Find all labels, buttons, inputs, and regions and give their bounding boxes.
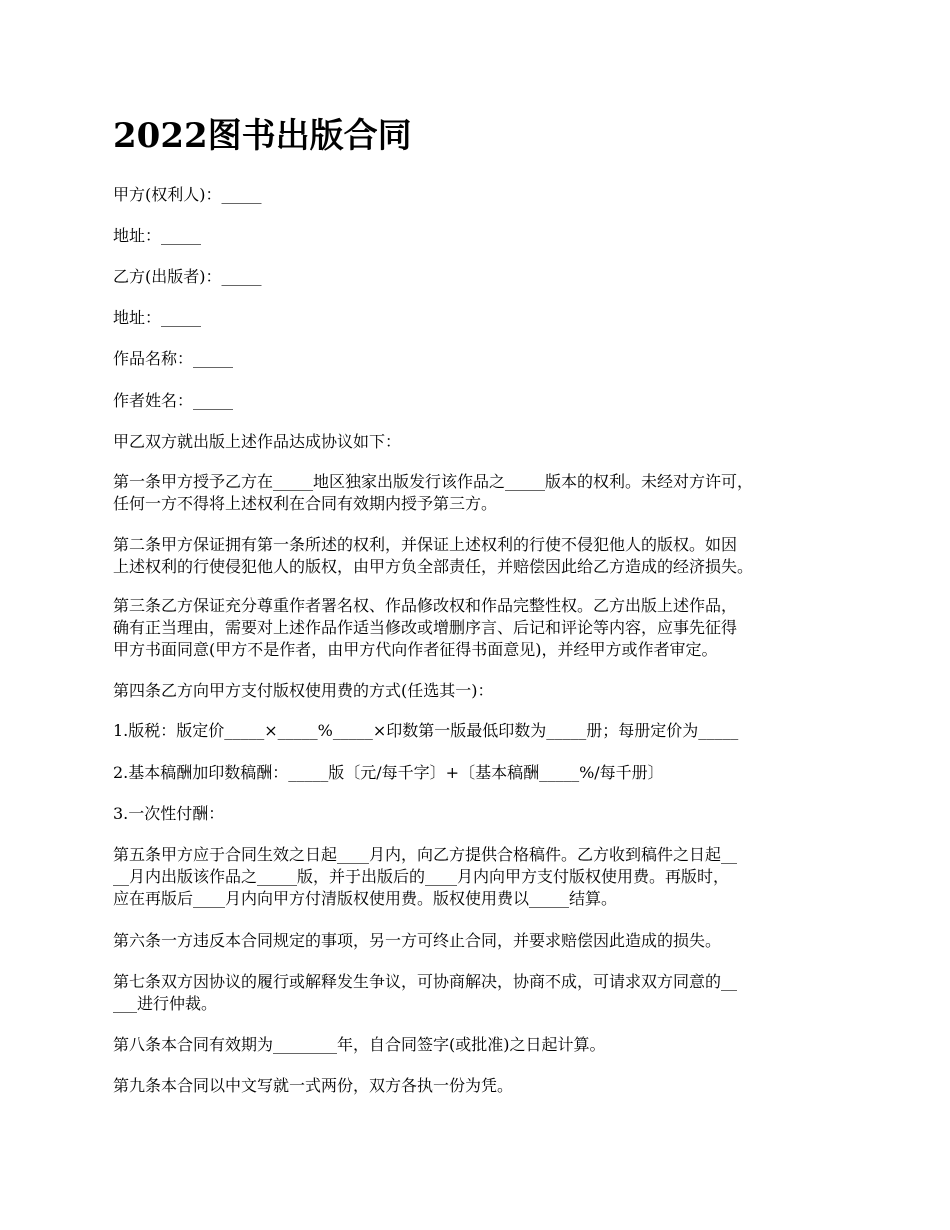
article-6: 第六条一方违反本合同规定的事项，另一方可终止合同，并要求赔偿因此造成的损失。 [113, 931, 722, 950]
agreement-intro: 甲乙双方就出版上述作品达成协议如下： [113, 432, 402, 451]
work-title-field: 作品名称：_____ [113, 349, 234, 368]
article-5: 第五条甲方应于合同生效之日起____月内，向乙方提供合格稿件。乙方收到稿件之日起__ __月内出版该作品之_____版，并于出版后的____月内向甲方支付版权使用费。再版时， 应在再版后____月内向甲方付清版权使用费。版权使用费以_____结算。 [113, 845, 738, 908]
party-b-address-field: 地址：_____ [113, 308, 202, 327]
article-8: 第八条本合同有效期为________年，自合同签字(或批准)之日起计算。 [113, 1035, 606, 1054]
payment-option-1: 1.版税：版定价_____×_____%_____×印数第一版最低印数为_____册；每册定价为_____ [113, 721, 739, 740]
article-3: 第三条乙方保证充分尊重作者署名权、作品修改权和作品完整性权。乙方出版上述作品， 确有正当理由，需要对上述作品作适当修改或增删序言、后记和评论等内容，应事先征得 甲方书面同意(甲方不是作者，由甲方代向作者征得书面意见)，并经甲方或作者审定。 [113, 596, 738, 659]
party-a-address-field: 地址：_____ [113, 226, 202, 245]
article-7: 第七条双方因协议的履行或解释发生争议，可协商解决，协商不成，可请求双方同意的__ ___进行仲裁。 [113, 972, 738, 1013]
article-1: 第一条甲方授予乙方在_____地区独家出版发行该作品之_____版本的权利。未经对方许可， 任何一方不得将上述权利在合同有效期内授予第三方。 [113, 472, 754, 513]
payment-option-3: 3.一次性付酬： [113, 804, 225, 823]
article-9: 第九条本合同以中文写就一式两份，双方各执一份为凭。 [113, 1076, 514, 1095]
author-name-field: 作者姓名：_____ [113, 391, 234, 410]
article-4: 第四条乙方向甲方支付版权使用费的方式(任选其一)： [113, 681, 494, 700]
party-a-field: 甲方(权利人)：_____ [113, 185, 262, 204]
article-2: 第二条甲方保证拥有第一条所述的权利，并保证上述权利的行使不侵犯他人的版权。如因 上述权利的行使侵犯他人的版权，由甲方负全部责任，并赔偿因此给乙方造成的经济损失。 [113, 535, 754, 576]
payment-option-2: 2.基本稿酬加印数稿酬：_____版〔元/每千字〕+〔基本稿酬_____%/每千册〕 [113, 763, 664, 782]
document-title: 2022图书出版合同 [113, 116, 412, 156]
party-b-field: 乙方(出版者)：_____ [113, 267, 262, 286]
